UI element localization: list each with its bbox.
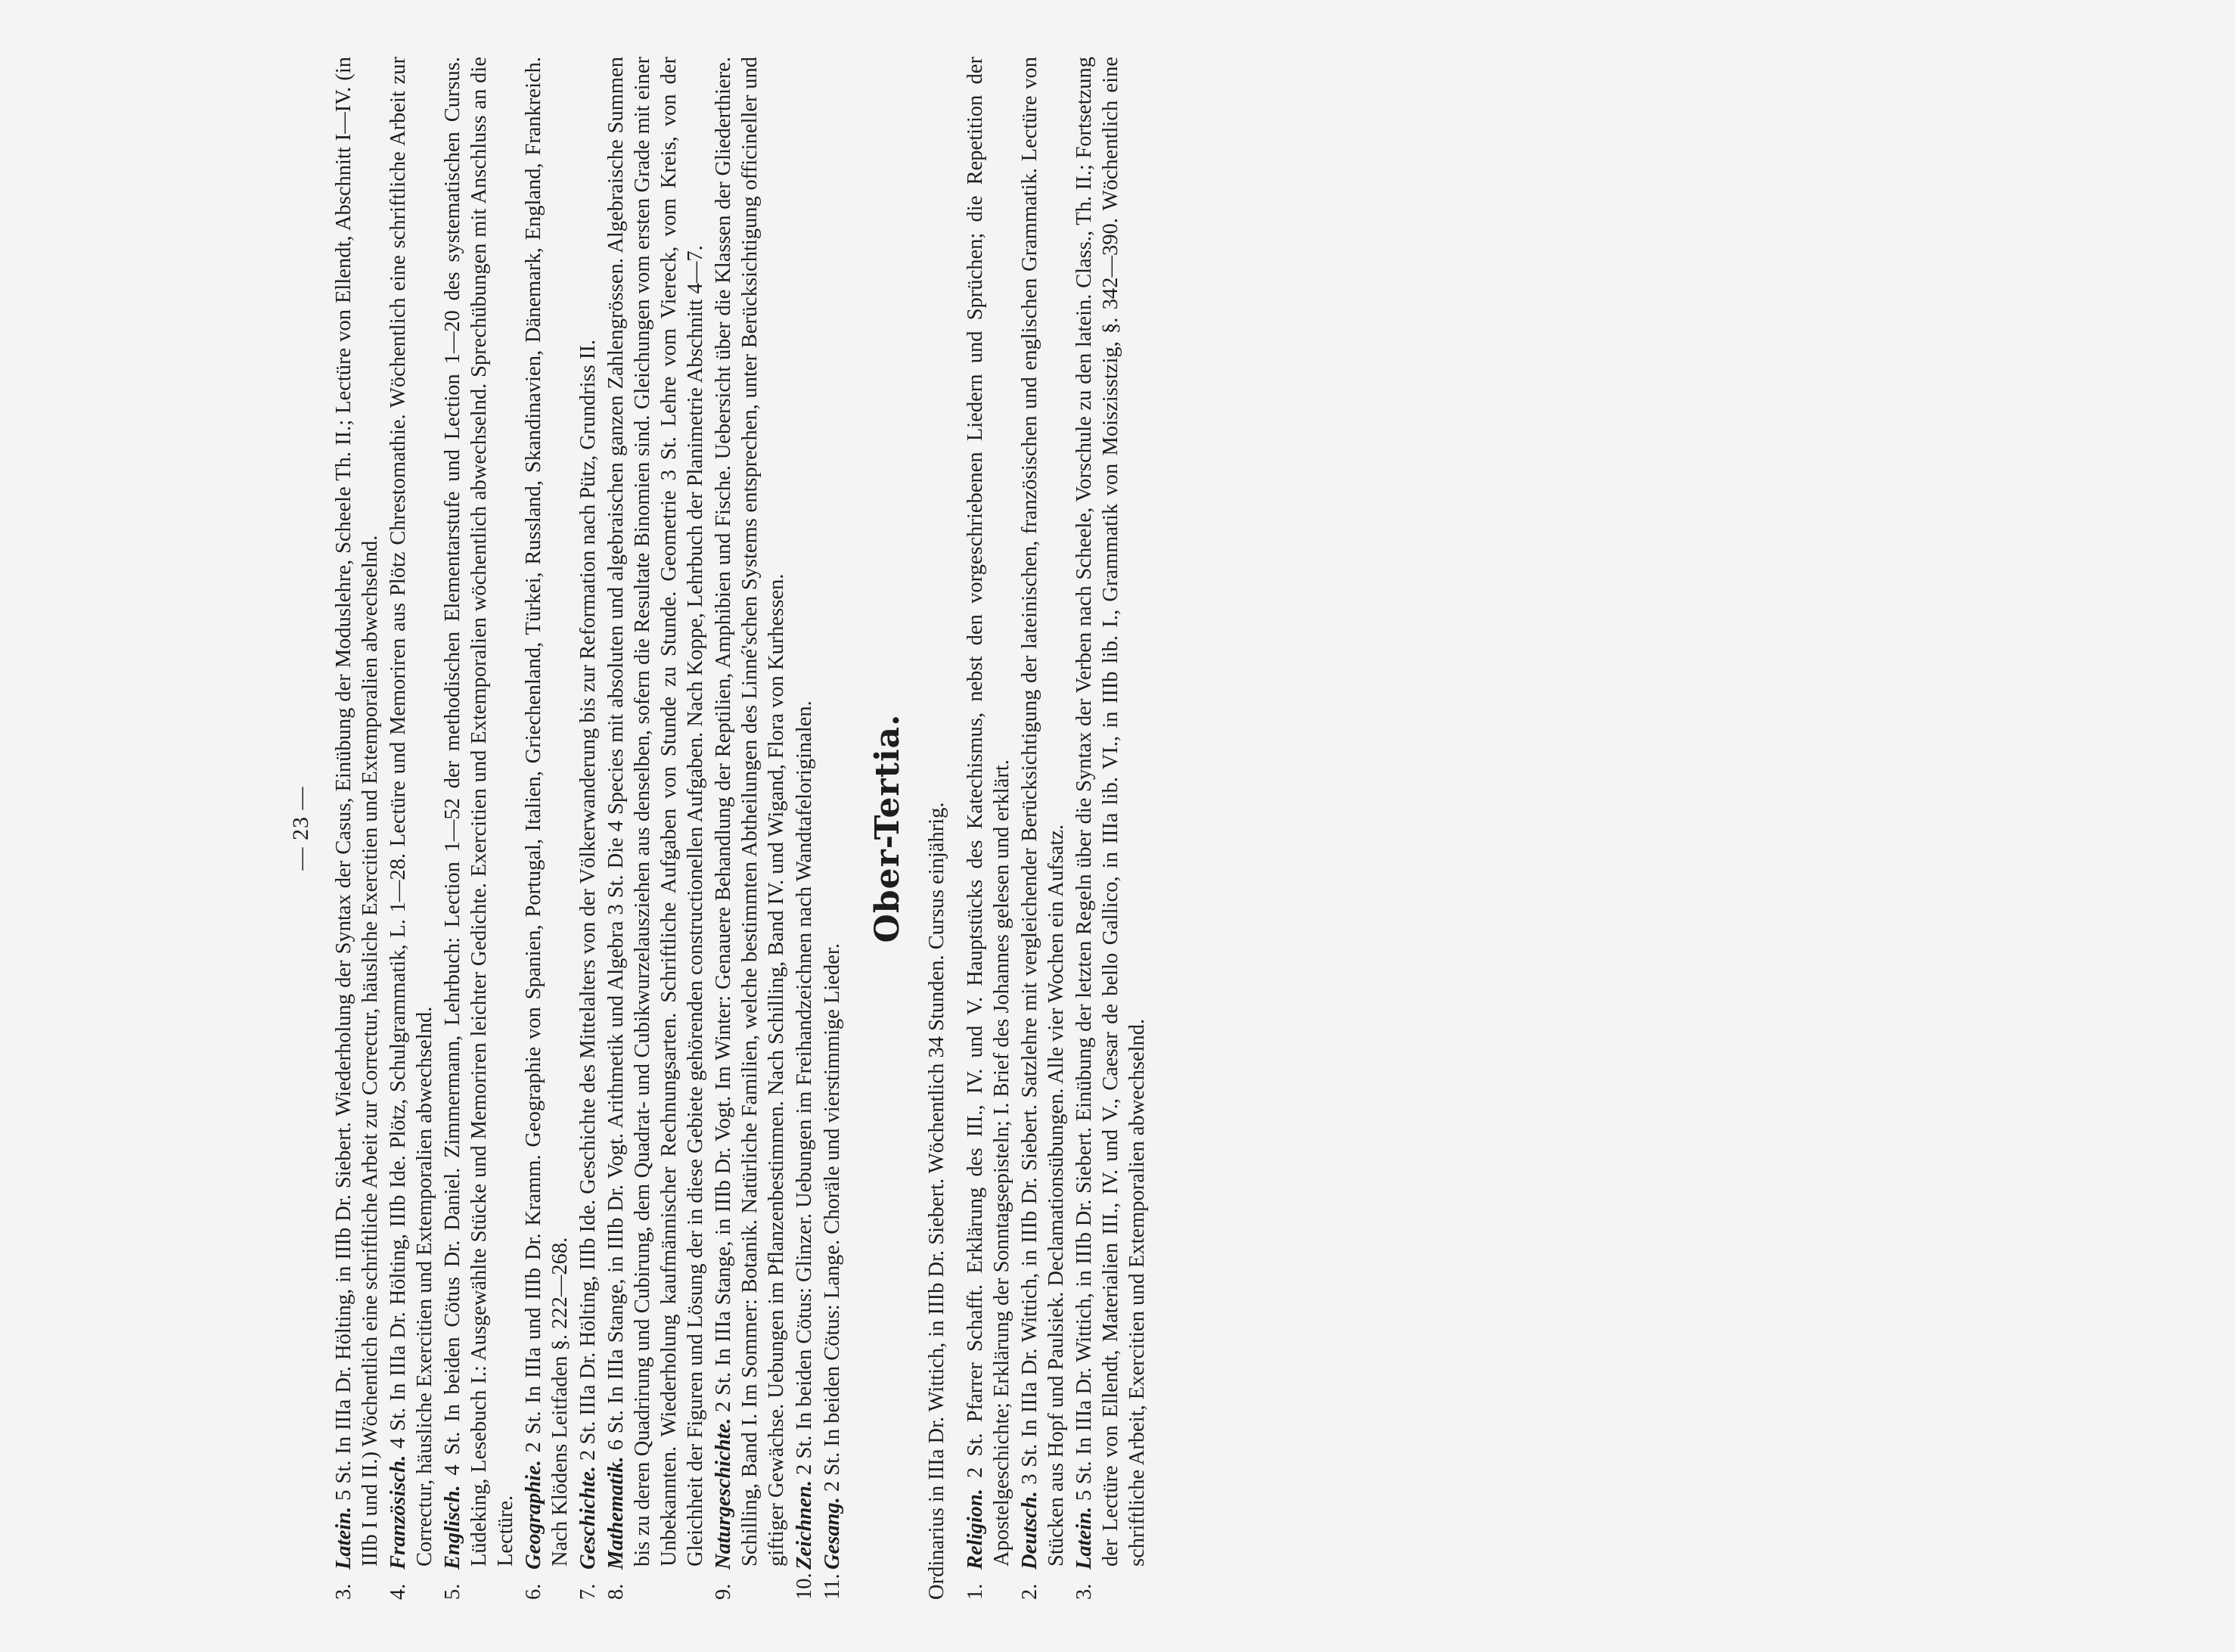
entry-text: 6 St. In IIIa Stange, in IIIb Dr. Vogt. Arithmetik und Algebra 3 St. Die 4 Species mit absoluten und algebraischen ganzen Zahlengrössen. Algebraische Summen bis zu deren Quadrirung und Cubirung, dem Quadrat- und Cubikwurzelausziehen aus denselben, sofern die Resultate Binomien sind. Gleichungen vom ersten Grade mit einer Unbekannten. Wiederholung kaufmännischer Rechnungsarten. Schriftliche Aufgaben von Stunde zu Stunde. Geometrie 3 St. Lehre vom Viereck, vom Kreis, von der Gleichheit der Figuren und Lösung der in diese Gebiete gehörenden constructionellen Aufgaben. Nach Koppe, Lehrbuch der Planimetrie Abschnitt 4—7. xyxy=(604,57,707,1567)
entry-text: 5 St. In IIIa Dr. Wittich, in IIIb Dr. Siebert. Einübung der letzten Regeln über die Syntax der Verben nach Scheele, Vorschule zu den latein. Class., Th. II.; Fortsetzung der Lectüre von Ellendt, Materialien III., IV. und V., Caesar de bello Gallico, in IIIa lib. VI., in IIIb lib. I., Grammatik von Moiszisstzig, §. 342—390. Wöchentlich eine schriftliche Arbeit, Exercitien und Extemporalien abwechselnd. xyxy=(1072,56,1149,1567)
entry-naturgeschichte xyxy=(710,57,790,1600)
entry-number: 10. xyxy=(793,1573,816,1600)
entry-geographie xyxy=(520,57,573,1600)
entry-franzoesisch xyxy=(385,57,438,1600)
entry-number: 3. xyxy=(332,1583,355,1600)
entry-number: 11. xyxy=(821,1573,844,1600)
entry-text: 2 St. In IIIa und IIIb Dr. Kramm. Geographie von Spanien, Portugal, Italien, Griechenland, Türkei, Russland, Skandinavien, Dänemark, England, Frankreich. Nach Klödens Leitfaden §. 222—268. xyxy=(522,56,572,1567)
entry-subject: Geographie. xyxy=(522,1460,545,1570)
entry-text: 4 St. In beiden Cötus Dr. Daniel. Zimmermann, Lehrbuch: Lection 1—52 der methodischen Elementarstufe und Lection 1—20 des systematischen Cursus. Lüdeking, Lesebuch I.: Ausgewählte Stücke und Memoriren leichter Gedichte. Exercitien und Extemporalien wöchentlich abwechselnd. Sprechübungen mit Anschluss an die Lectüre. xyxy=(441,57,517,1567)
entry-deutsch xyxy=(1017,57,1069,1600)
entry-latein xyxy=(331,57,383,1600)
page-number: — 23 — xyxy=(288,786,313,871)
section-title: Ober-Tertia. xyxy=(868,713,907,943)
entries-lower xyxy=(962,57,1150,1600)
entry-subject: Latein. xyxy=(332,1506,355,1570)
entry-subject: Latein. xyxy=(1072,1506,1096,1570)
entry-latein-ober xyxy=(1071,57,1150,1600)
entry-number: 4. xyxy=(386,1583,410,1600)
entry-number: 5. xyxy=(441,1583,464,1600)
entry-mathematik xyxy=(603,57,709,1600)
entry-geschichte xyxy=(575,57,601,1600)
entry-number: 6. xyxy=(522,1583,545,1600)
entry-text: 3 St. In IIIa Dr. Wittich, in IIIb Dr. Siebert. Satzlehre mit vergleichender Berücksichtigung der lateinischen, französischen und englischen Grammatik. Lectüre von Stücken aus Hopf und Paulsiek. Declamationsübungen. Alle vier Wochen ein Aufsatz. xyxy=(1018,56,1068,1567)
entry-gesang xyxy=(819,57,846,1600)
entry-number: 9. xyxy=(712,1583,735,1600)
entry-subject: Mathematik. xyxy=(604,1456,628,1570)
entry-number: 8. xyxy=(604,1583,628,1600)
ordinarius-line: Ordinarius in IIIa Dr. Wittich, in IIIb Dr. Siebert. Wöchentlich 34 Stunden. Cursus einjährig. xyxy=(925,802,948,1600)
entry-text: 4 St. In IIIa Dr. Hölting, IIIb Ide. Plötz, Schulgrammatik, L. 1—28. Lectüre und Memoriren aus Plötz Chrestomathie. Wöchentlich eine schriftliche Arbeit zur Correctur, häusliche Exercitien und Extemporalien abwechselnd. xyxy=(386,57,436,1567)
entry-text: 2 St. In beiden Cötus: Glinzer. Uebungen im Freihandzeichnen nach Wandtafeloriginalen. xyxy=(793,700,816,1475)
entry-subject: Englisch. xyxy=(441,1485,464,1570)
entries-upper xyxy=(331,57,846,1600)
entry-zeichnen xyxy=(791,57,818,1600)
entry-religion xyxy=(962,57,1015,1600)
entry-subject: Geschichte. xyxy=(576,1466,600,1570)
entry-number: 1. xyxy=(964,1583,987,1600)
entry-englisch xyxy=(439,57,519,1600)
entry-subject: Französisch. xyxy=(386,1455,410,1570)
entry-subject: Deutsch. xyxy=(1018,1491,1041,1570)
entry-text: 2 St. In IIIa Stange, in IIIb Dr. Vogt. Im Winter: Genauere Behandlung der Reptilien, Amphibien und Fische. Uebersicht über die Klassen der Gliederthiere. Schilling, Band I. Im Sommer: Botanik. Natürliche Familien, welche bestimmten Abtheilungen des Linné'schen Systems entsprechen, unter Berücksichtigung officineller und giftiger Gewächse. Uebungen im Pflanzenbestimmen. Nach Schilling, Band IV. und Wigand, Flora von Kurhessen. xyxy=(712,56,788,1567)
entry-subject: Religion. xyxy=(964,1489,987,1570)
entry-text: 2 St. In beiden Cötus: Lange. Choräle und vierstimmige Lieder. xyxy=(821,943,844,1492)
entry-subject: Zeichnen. xyxy=(793,1480,816,1570)
entry-number: 3. xyxy=(1072,1583,1096,1600)
entry-subject: Gesang. xyxy=(821,1497,844,1570)
entry-text: 2 St. Pfarrer Schafft. Erklärung des III., IV. und V. Hauptstücks des Katechismus, nebst den vorgeschriebenen Liedern und Sprüchen; die Repetition der Apostelgeschichte; Erklärung der Sonntagsepisteln; I. Brief des Johannes gelesen und erklärt. xyxy=(964,56,1014,1567)
entry-number: 2. xyxy=(1018,1583,1041,1600)
entry-number: 7. xyxy=(576,1583,600,1600)
entry-text: 2 St. IIIa Dr. Hölting, IIIb Ide. Geschichte des Mittelalters von der Völkerwanderung bis zur Reformation nach Pütz, Grundriss II. xyxy=(576,340,600,1461)
entry-subject: Naturgeschichte. xyxy=(712,1418,735,1570)
entry-text: 5 St. In IIIa Dr. Hölting, in IIIb Dr. Siebert. Wiederholung der Syntax der Casus, Einübung der Moduslehre, Scheele Th. II.; Lectüre von Ellendt, Abschnitt I—IV. (in IIIb I und II.) Wöchentlich eine schriftliche Arbeit zur Correctur, häusliche Exercitien und Extemporalien abwechselnd. xyxy=(332,57,382,1567)
rotated-text-block xyxy=(287,57,2235,1600)
